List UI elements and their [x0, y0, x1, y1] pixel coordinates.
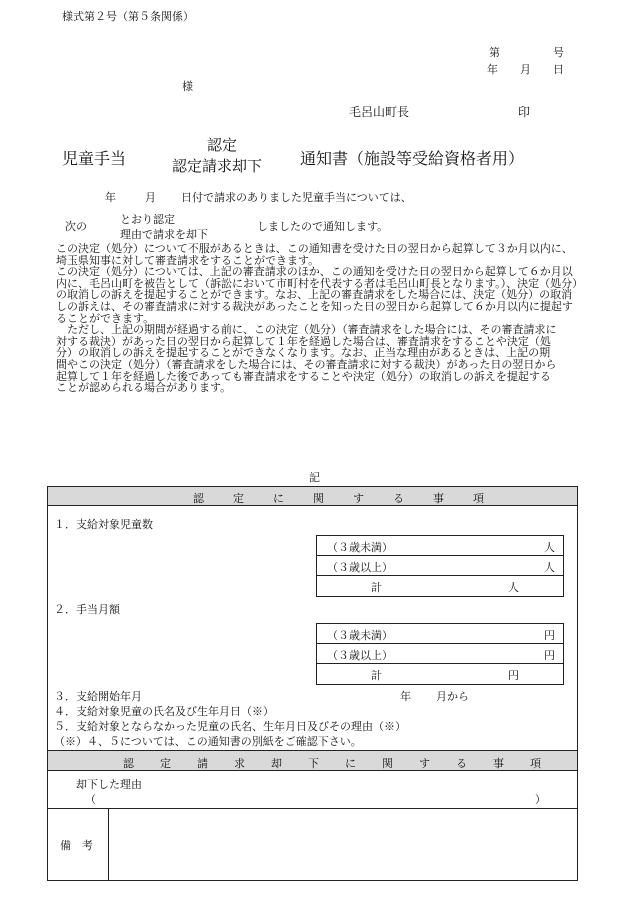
result-suffix: しましたので通知します。: [257, 220, 389, 233]
notice-paragraph-2: この決定（処分）については、上記の審査請求のほか、この通知を受けた日の翌日から起算して６か月以内に、毛呂山町を被告として（訴訟において市町村を代表する者は毛呂山町長となります。）、決定（処分）の取消しの訴えを提起することができます。なお、上記の審査請求をした場合には、決定（処分）の取消しの訴えは、その審査請求に対する裁決があったことを知った日の翌日から起算して６か月以内に提起することができます。: [56, 265, 578, 325]
rejection-reason-label: 却下した理由: [76, 778, 142, 791]
number-go: 号: [553, 46, 564, 59]
table-row: [317, 576, 563, 595]
title-right: 通知書（施設等受給資格者用）: [300, 149, 525, 168]
table-row: [317, 644, 563, 664]
item-3-month: 月から: [436, 690, 469, 703]
row-unit: 円: [544, 649, 555, 662]
row-unit: 円: [544, 629, 555, 642]
row-label: 計: [371, 581, 382, 594]
item-3-year: 年: [400, 690, 411, 703]
item-5-ineligible-children: ５．支給対象とならなかった児童の氏名、生年月日及びその理由（※）: [54, 720, 406, 733]
date-month: 月: [520, 63, 531, 76]
form-number: 様式第２号（第５条関係）: [62, 10, 194, 23]
row-label: （３歳以上）: [327, 649, 393, 662]
kyakka-header-text: 認定請求却下に関する事項: [123, 757, 567, 770]
title-option-nintei: 認定: [207, 136, 238, 154]
result-prefix: 次の: [65, 220, 87, 233]
result-option-nintei: とおり認定: [120, 213, 175, 226]
notice-paragraph-3: ただし、上記の期間が経過する前に、この決定（処分）（審査請求をした場合には、その審査請求に対する裁決）があった日の翌日から起算して１年を経過した場合は、審査請求をすることや決定（処分）の取消しの訴えを提起することができなくなります。なお、正当な理由があるときは、上記の期間やこの決定（処分）（審査請求をした場合には、その審査請求に対する裁決）があった日の翌日から起算して１年を経過した後であっても審査請求をすることや決定（処分）の取消しの訴えを提起することが認められる場合があります。: [56, 323, 557, 395]
notice-paragraph-1: この決定（処分）について不服があるときは、この通知書を受けた日の翌日から起算して３か月以内に、埼玉県知事に対して審査請求をすることができます。: [56, 242, 573, 267]
date-year: 年: [487, 63, 498, 76]
remarks-row: [48, 808, 577, 881]
reason-paren-close: ）: [535, 793, 546, 806]
row-label: 計: [371, 669, 382, 682]
row-label: （３歳未満）: [327, 541, 393, 554]
item-3-start-month: ３．支給開始年月: [54, 690, 142, 703]
row-label: （３歳以上）: [327, 561, 393, 574]
row-label: （３歳未満）: [327, 629, 393, 642]
item-2-monthly-amount: ２．手当月額: [54, 603, 120, 616]
seal-mark: 印: [518, 105, 531, 119]
table-row: [317, 556, 563, 576]
kyakka-section-header: [48, 750, 577, 771]
attachment-note: （※）４、５については、この通知書の別紙をご確認下さい。: [54, 735, 362, 748]
table-row: [317, 536, 563, 556]
item-4-child-names: ４．支給対象児童の氏名及び生年月日（※）: [54, 705, 274, 718]
row-unit: 人: [544, 541, 555, 554]
table-row: [317, 624, 563, 644]
number-dai: 第: [489, 46, 500, 59]
nintei-section-header: [48, 487, 577, 506]
appeal-notice: [56, 243, 581, 394]
table-row: [317, 664, 563, 683]
addressee-suffix: 様: [182, 80, 193, 93]
request-year: 年: [105, 191, 116, 204]
item-1-child-count: １．支給対象児童数: [54, 518, 153, 531]
row-unit: 人: [544, 561, 555, 574]
remarks-label: 備 考: [60, 839, 93, 852]
date-day: 日: [553, 63, 564, 76]
nintei-header-text: 認定に関する事項: [193, 492, 513, 505]
request-text: 日付で請求のありました児童手当については、: [181, 191, 412, 204]
row-unit: 人: [508, 581, 519, 594]
row-unit: 円: [508, 669, 519, 682]
issuer-name: 毛呂山町長: [349, 105, 410, 119]
title-left: 児童手当: [62, 149, 127, 168]
child-count-table: [316, 535, 564, 597]
title-option-kyakka: 認定請求却下: [172, 157, 263, 175]
remarks-divider: [108, 809, 109, 881]
nintei-section: [47, 486, 578, 752]
ki-heading: 記: [309, 471, 320, 484]
result-option-kyakka: 理由で請求を却下: [120, 228, 208, 241]
reason-paren-open: （: [85, 793, 96, 806]
monthly-amount-table: [316, 623, 564, 685]
kyakka-section: [47, 750, 578, 881]
request-month: 月: [145, 191, 156, 204]
